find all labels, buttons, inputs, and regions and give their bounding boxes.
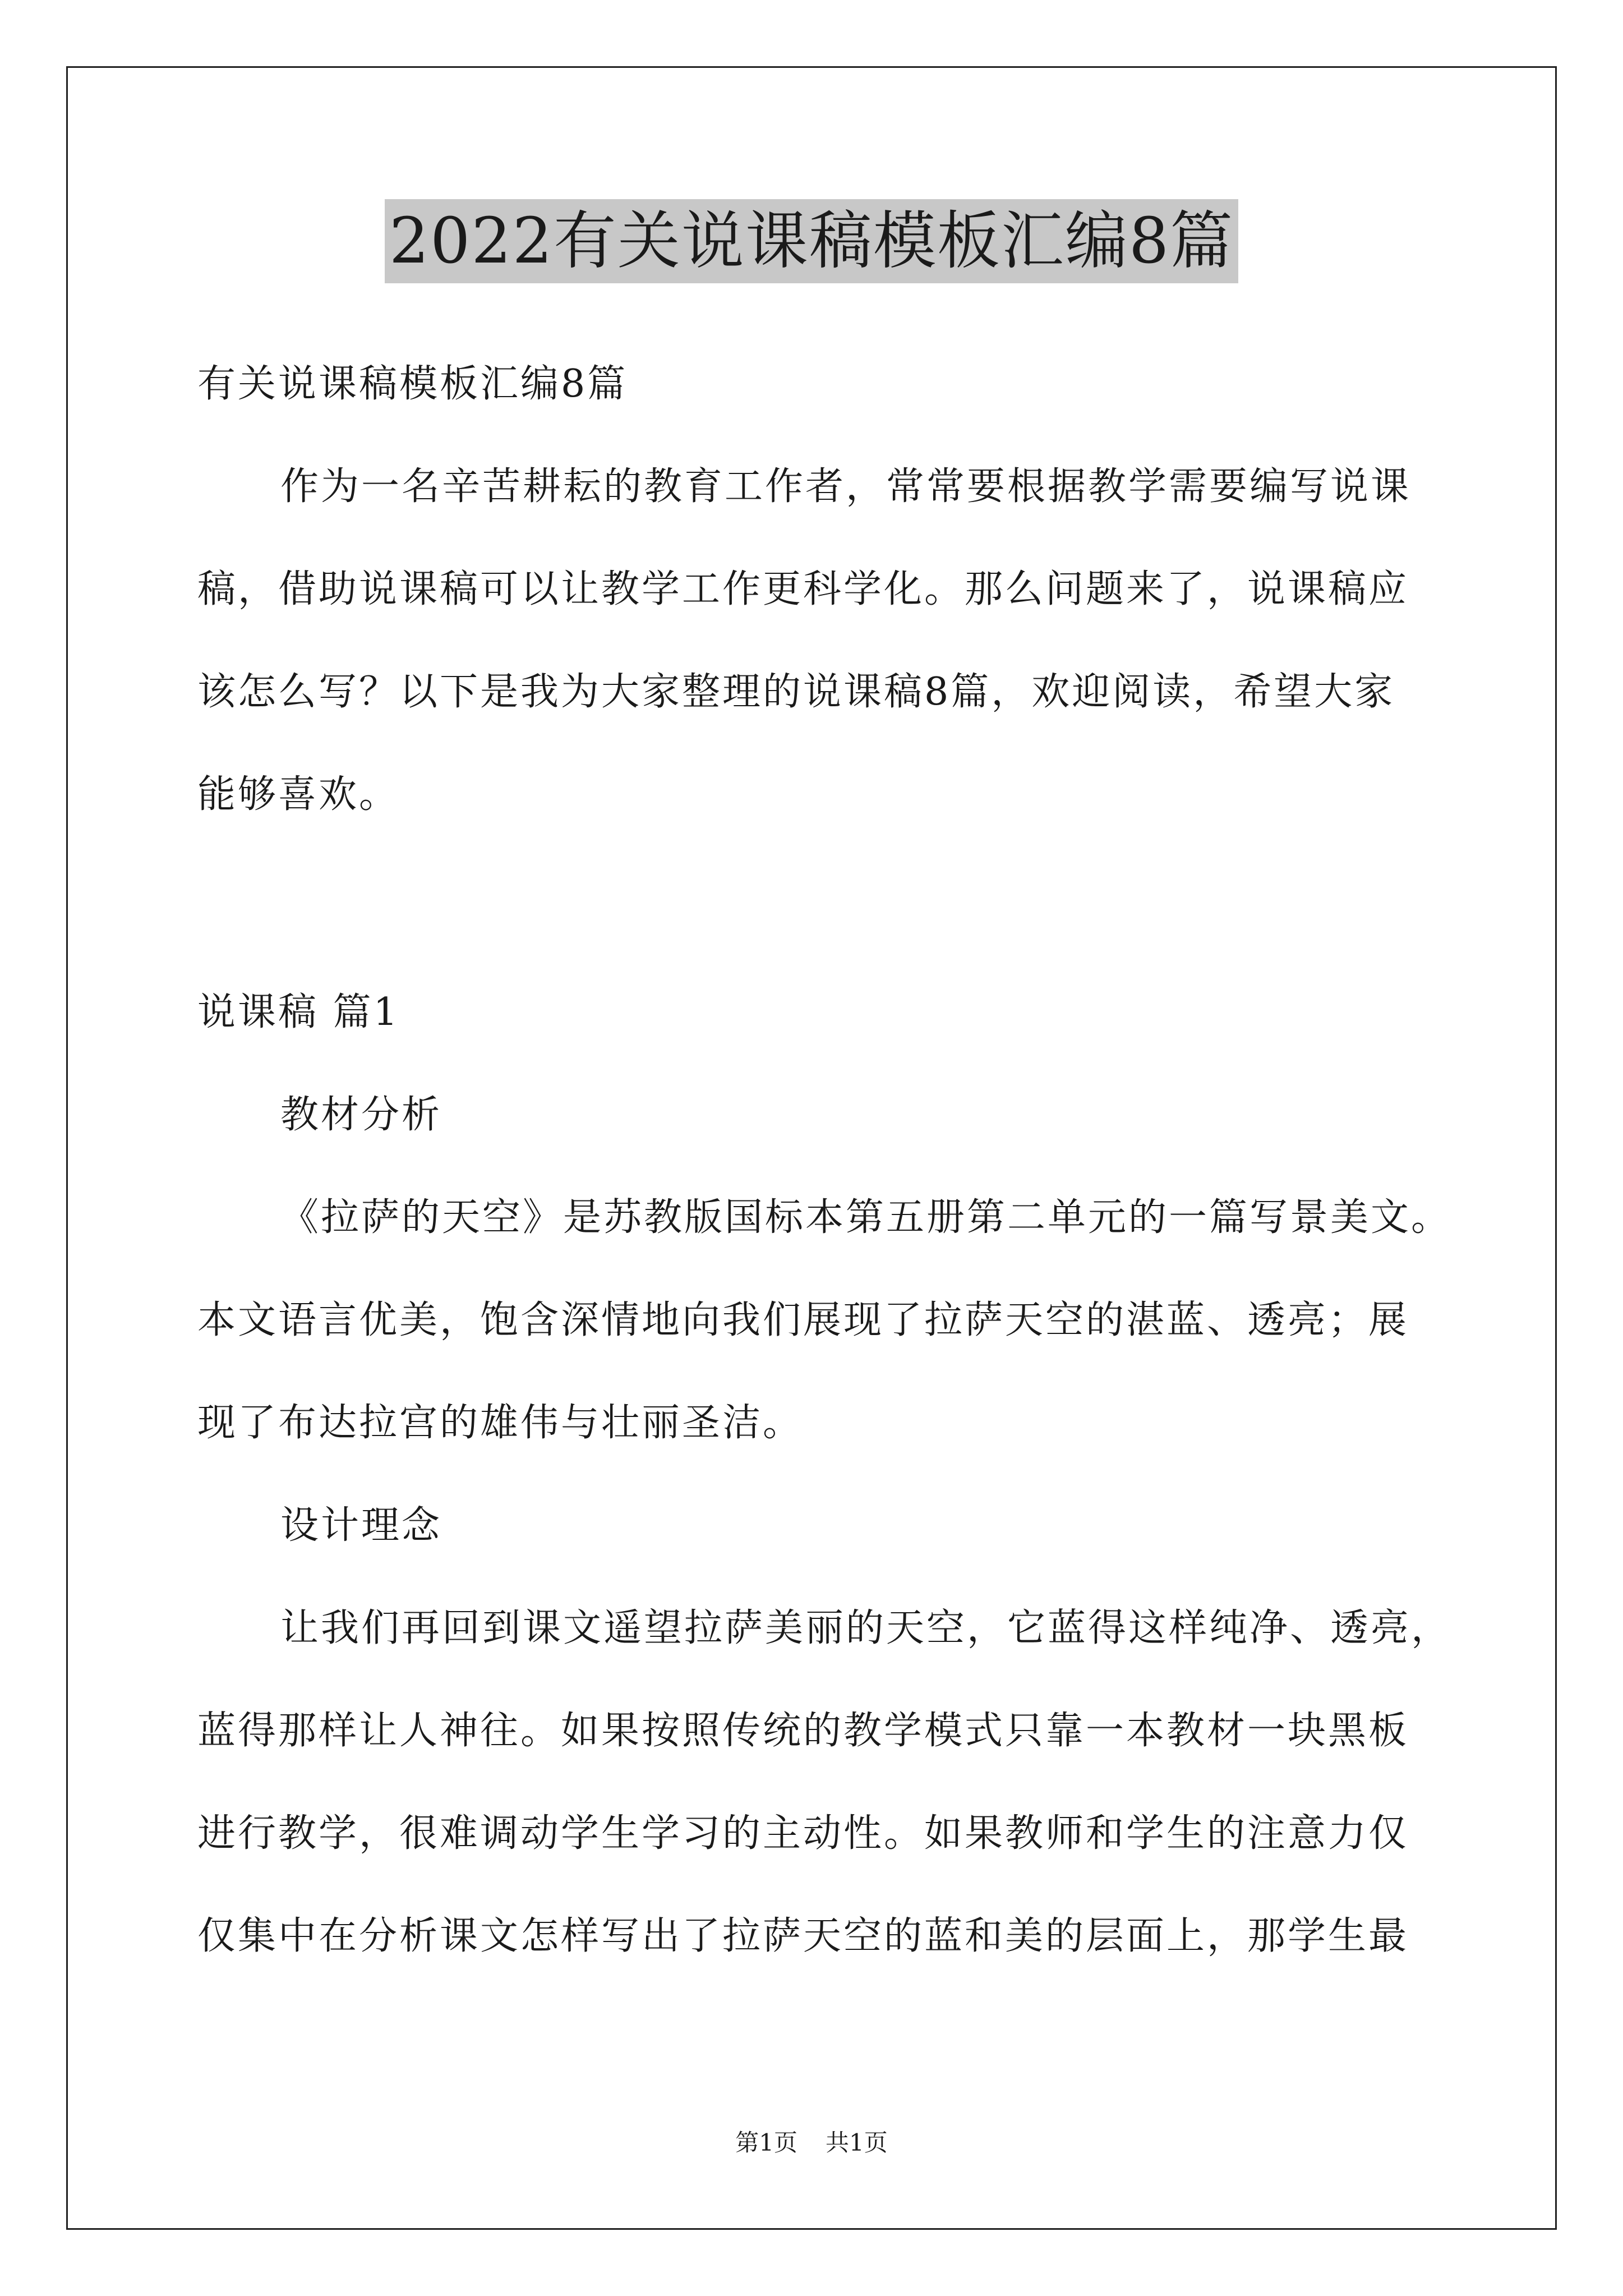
design-line: 让我们再回到课文遥望拉萨美丽的天空，它蓝得这样纯净、透亮， — [280, 1606, 1452, 1650]
design-line: 进行教学，很难调动学生学习的主动性。如果教师和学生的注意力仅 — [197, 1811, 1409, 1856]
page-number-total: 共1页 — [826, 2129, 888, 2156]
document-subtitle: 有关说课稿模板汇编8篇 — [197, 362, 628, 406]
intro-line: 能够喜欢。 — [197, 772, 400, 817]
design-line: 蓝得那样让人神往。如果按照传统的教学模式只靠一本教材一块黑板 — [197, 1709, 1409, 1753]
intro-line: 作为一名辛苦耕耘的教育工作者，常常要根据教学需要编写说课 — [280, 464, 1412, 509]
intro-line: 该怎么写？以下是我为大家整理的说课稿8篇，欢迎阅读，希望大家 — [197, 670, 1395, 714]
material-line: 现了布达拉宫的雄伟与壮丽圣洁。 — [197, 1401, 804, 1445]
subsection-heading-design: 设计理念 — [280, 1503, 442, 1548]
document-title — [0, 199, 1623, 283]
subsection-heading-material: 教材分析 — [280, 1093, 442, 1137]
section-heading: 说课稿 篇1 — [197, 990, 400, 1034]
material-line: 《拉萨的天空》是苏教版国标本第五册第二单元的一篇写景美文。 — [280, 1195, 1452, 1240]
intro-line: 稿，借助说课稿可以让教学工作更科学化。那么问题来了，说课稿应 — [197, 567, 1409, 611]
design-line: 仅集中在分析课文怎样写出了拉萨天空的蓝和美的层面上，那学生最 — [197, 1914, 1409, 1958]
page-number-current: 第1页 — [735, 2129, 797, 2156]
page-footer — [0, 2126, 1623, 2160]
document-title-text: 2022有关说课稿模板汇编8篇 — [385, 199, 1238, 283]
material-line: 本文语言优美，饱含深情地向我们展现了拉萨天空的湛蓝、透亮；展 — [197, 1298, 1409, 1342]
